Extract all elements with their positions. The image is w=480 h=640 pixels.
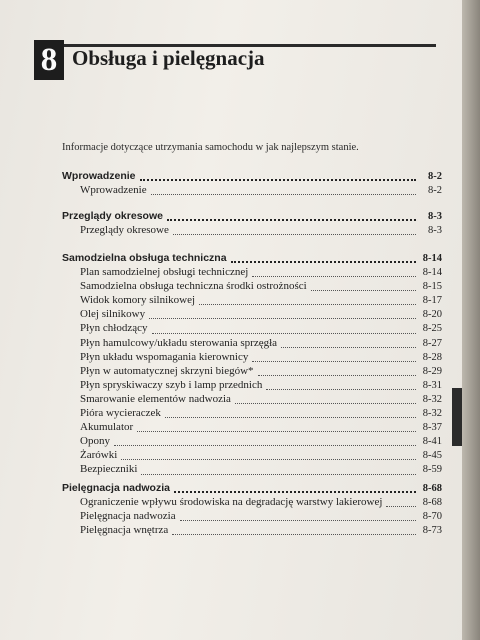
entry-page: 8-32 [422, 408, 442, 420]
entry-label: Przeglądy okresowe [80, 224, 169, 237]
toc-entry [62, 379, 442, 393]
entry-label: Żarówki [80, 449, 118, 462]
dot-leader [165, 416, 416, 418]
dot-leader [121, 458, 416, 460]
toc-entry [62, 322, 442, 336]
entry-page: 8-70 [422, 511, 442, 523]
dot-leader [266, 388, 416, 390]
entry-page: 8-25 [422, 323, 442, 335]
toc-entry [62, 407, 442, 421]
toc-entry [62, 449, 442, 463]
entry-label: Płyn hamulcowy/układu sterowania sprzęgła [80, 336, 278, 349]
dot-leader [141, 473, 416, 475]
entry-label: Ograniczenie wpływu środowiska na degradację warstwy lakierowej [80, 496, 383, 509]
entry-page: 8-45 [422, 450, 442, 462]
dot-leader [258, 374, 416, 376]
dot-leader [140, 178, 416, 181]
section-page: 8-68 [422, 483, 442, 494]
dot-leader [311, 289, 416, 291]
toc-entry [62, 351, 442, 365]
entry-page: 8-37 [422, 422, 442, 434]
dot-leader [252, 360, 416, 362]
chapter-number: 8 [34, 40, 64, 80]
dot-leader [180, 519, 416, 521]
toc-section-introduction [62, 170, 442, 198]
entry-page: 8-15 [422, 281, 442, 293]
dot-leader [235, 402, 416, 404]
section-page: 8-2 [428, 171, 442, 182]
toc-section-inspections [62, 210, 442, 238]
entry-page: 8-17 [422, 295, 442, 307]
section-title: Wprowadzenie [62, 170, 136, 182]
toc-section-heading [62, 170, 442, 184]
toc-entry [62, 524, 442, 538]
toc-entry [62, 421, 442, 435]
dot-leader [281, 346, 416, 348]
toc-entry [62, 463, 442, 477]
entry-page: 8-59 [422, 464, 442, 476]
entry-page: 8-32 [422, 393, 442, 405]
section-title: Pielęgnacja nadwozia [62, 482, 170, 494]
toc-entry [62, 496, 442, 510]
entry-page: 8-14 [422, 267, 442, 279]
section-title: Przeglądy okresowe [62, 210, 163, 222]
section-title: Samodzielna obsługa techniczna [62, 252, 227, 264]
toc-section-self-service [62, 252, 442, 478]
dot-leader [199, 303, 416, 305]
entry-label: Opony [80, 435, 110, 448]
toc-section-heading [62, 482, 442, 496]
entry-page: 8-3 [428, 225, 442, 237]
dot-leader [174, 490, 416, 493]
dot-leader [252, 275, 416, 277]
entry-page: 8-31 [422, 379, 442, 391]
dot-leader [151, 193, 416, 195]
dot-leader [386, 505, 416, 507]
dot-leader [167, 218, 416, 221]
entry-page: 8-28 [422, 351, 442, 363]
entry-label: Wprowadzenie [80, 184, 147, 197]
entry-label: Płyn w automatycznej skrzyni biegów* [80, 364, 254, 377]
toc-entry [62, 435, 442, 449]
entry-page: 8-73 [422, 525, 442, 537]
dot-leader [137, 430, 416, 432]
entry-page: 8-27 [422, 337, 442, 349]
entry-label: Samodzielna obsługa techniczna środki ostrożności [80, 280, 307, 293]
toc-entry [62, 365, 442, 379]
entry-label: Widok komory silnikowej [80, 294, 196, 307]
entry-page: 8-68 [422, 497, 442, 509]
section-page: 8-14 [422, 253, 442, 264]
page-edge-shadow [462, 0, 480, 640]
toc-section-heading [62, 252, 442, 266]
toc-section-heading [62, 210, 442, 224]
toc-entry [62, 510, 442, 524]
dot-leader [149, 317, 416, 319]
entry-label: Olej silnikowy [80, 308, 146, 321]
section-page: 8-3 [428, 211, 442, 222]
entry-label: Pióra wycieraczek [80, 407, 161, 420]
entry-label: Akumulator [80, 421, 134, 434]
chapter-title: Obsługa i pielęgnacja [72, 46, 265, 70]
toc-entry [62, 393, 442, 407]
dot-leader [173, 233, 416, 235]
toc-entry [62, 337, 442, 351]
entry-label: Płyn spryskiwaczy szyb i lamp przednich [80, 378, 263, 391]
dot-leader [114, 444, 416, 446]
toc-section-body-care [62, 482, 442, 538]
dot-leader [152, 332, 416, 334]
entry-page: 8-29 [422, 365, 442, 377]
entry-label: Pielęgnacja wnętrza [80, 524, 169, 537]
chapter-intro: Informacje dotyczące utrzymania samochodu w jak najlepszym stanie. [62, 142, 359, 153]
entry-page: 8-41 [422, 436, 442, 448]
entry-label: Bezpieczniki [80, 463, 138, 476]
entry-label: Smarowanie elementów nadwozia [80, 392, 231, 405]
toc-entry [62, 280, 442, 294]
dot-leader [231, 260, 416, 263]
entry-page: 8-2 [428, 185, 442, 197]
entry-label: Płyn układu wspomagania kierownicy [80, 350, 249, 363]
toc-entry [62, 308, 442, 322]
dot-leader [172, 533, 416, 535]
entry-label: Pielęgnacja nadwozia [80, 510, 176, 523]
toc-entry [62, 294, 442, 308]
entry-label: Plan samodzielnej obsługi technicznej [80, 266, 249, 279]
toc-entry [62, 184, 442, 198]
toc-entry [62, 224, 442, 238]
entry-page: 8-20 [422, 309, 442, 321]
entry-label: Płyn chłodzący [80, 322, 148, 335]
toc-entry [62, 266, 442, 280]
